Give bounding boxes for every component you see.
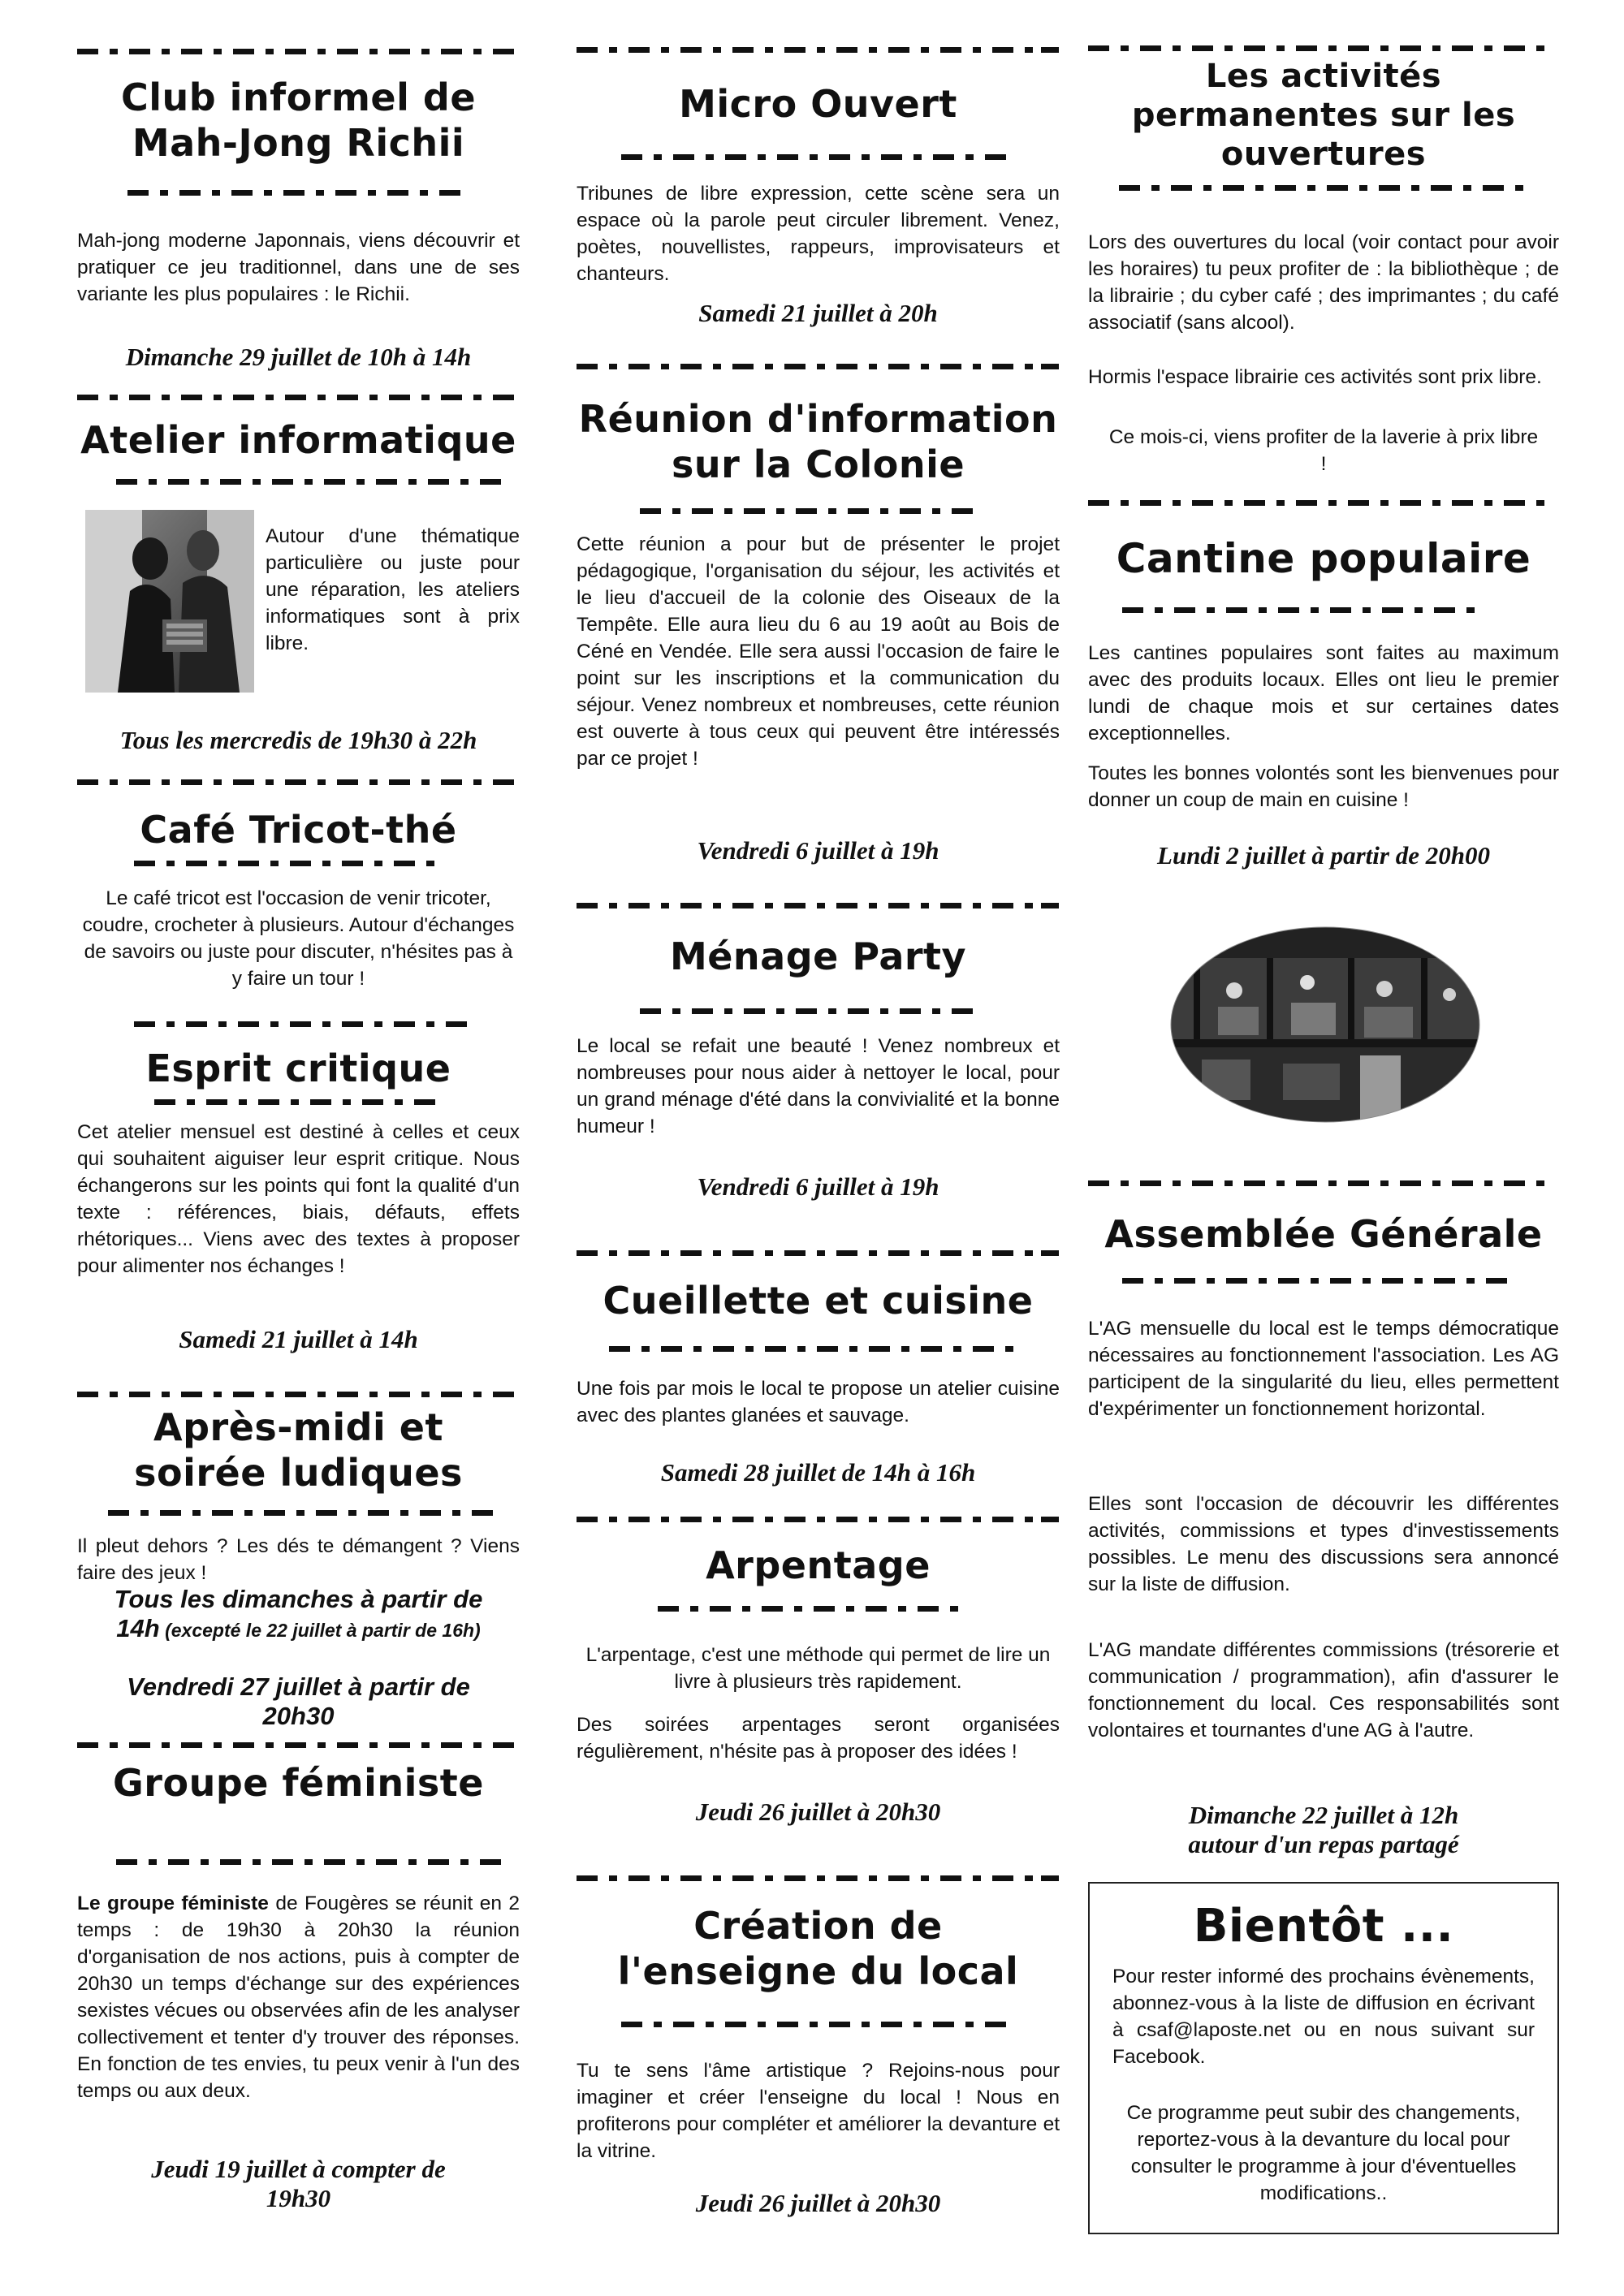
dash-separator xyxy=(1088,183,1559,191)
menage-title: Ménage Party xyxy=(669,934,967,978)
esprit-title: Esprit critique xyxy=(145,1047,451,1090)
dash-separator xyxy=(77,393,520,400)
dash-separator xyxy=(577,507,1060,514)
permanentes-body-3: Ce mois-ci, viens profiter de la laverie à prix libre ! xyxy=(1108,426,1539,475)
informatique-body: Autour d'une thématique particulière ou juste pour une réparation, les ateliers informatiques sont à prix libre. xyxy=(266,525,520,654)
colonie-body: Cette réunion a pour but de présenter le projet pédagogique, l'organisation du séjour, les activités et le lieu d'accueil de la colonie des Oiseaux de la Tempête. Elle aura lieu du 6 au 19 août au Bois de Céné en Vendée. Elle sera aussi l'occasion de faire le point sur les inscriptions et la communication du séjour. Venez nombreux et nombreuses, cette réunion est ouverte à tous ceux qui peuvent être intéressés par ce projet ! xyxy=(577,533,1060,770)
cantine-title: Cantine populaire xyxy=(1116,535,1531,582)
dash-separator xyxy=(577,153,1060,160)
mahjong-body: Mah-jong moderne Japonnais, viens découvrir et pratiquer ce jeu traditionnel, dans une de ses variante les plus populaires : le Richii. xyxy=(77,230,520,305)
dash-separator xyxy=(1088,1276,1559,1284)
ludiques-date-vendredi: Vendredi 27 juillet à partir de 20h30 xyxy=(127,1672,470,1730)
dash-separator xyxy=(77,1390,520,1397)
feministe-body: Le groupe féministe de Fougères se réunit en 2 temps : de 19h30 à 20h30 la réunion d'organisation de nos actions, puis à compter de 20h30 un temps d'échange sur des expériences sexistes vécues ou observées afin de les analyser collectivement et tenter d'y trouver des réponses. En fonction de tes envies, tu peux venir à l'un des temps ou aux deux. xyxy=(77,1892,520,2102)
informatique-date: Tous les mercredis de 19h30 à 22h xyxy=(119,726,477,754)
esprit-date: Samedi 21 juillet à 14h xyxy=(179,1325,418,1353)
ludiques-date-dimanches: Tous les dimanches à partir de 14h (excepté le 22 juillet à partir de 16h) xyxy=(114,1585,483,1642)
ag-body-3: L'AG mandate différentes commissions (trésorerie et communication / programmation), afin d'assurer le fonctionnement du local. Ces responsabilités sont volontaires et tournantes d'une AG à l'autre. xyxy=(1088,1639,1559,1741)
dash-separator xyxy=(77,188,520,196)
cueillette-title: Cueillette et cuisine xyxy=(603,1279,1034,1323)
permanentes-title: Les activités permanentes sur les ouvertures xyxy=(1131,58,1516,173)
ag-date: Dimanche 22 juillet à 12h autour d'un repas partagé xyxy=(1188,1801,1459,1858)
permanentes-body-1: Lors des ouvertures du local (voir contact pour avoir les horaires) tu peux profiter de : la bibliothèque ; de la librairie ; du cyber café ; des imprimantes ; du café associatif (sans alcool). xyxy=(1088,231,1559,334)
enseigne-title: Création de l'enseigne du local xyxy=(617,1904,1019,1993)
dash-separator xyxy=(77,477,520,485)
bientot-body-1: Pour rester informé des prochains évènements, abonnez-vous à la liste de diffusion en écrivant à csaf@laposte.net ou en nous suivant sur Facebook. xyxy=(1112,1966,1535,2068)
bientot-body-2: Ce programme peut subir des changements, reportez-vous à la devanture du local pour consulter le programme à jour d'éventuelles modifications.. xyxy=(1126,2102,1521,2204)
colonie-title: Réunion d'information sur la Colonie xyxy=(578,397,1058,486)
menage-body: Le local se refait une beauté ! Venez nombreux et nombreuses pour nous aider à nettoyer le local, pour un grand ménage d'été dans la convivialité et la bonne humeur ! xyxy=(577,1035,1060,1137)
cueillette-body: Une fois par mois le local te propose un atelier cuisine avec des plantes glanées et sauvage. xyxy=(577,1378,1060,1426)
dash-separator xyxy=(77,1508,520,1516)
mahjong-title: Club informel de Mah-Jong Richii xyxy=(120,76,477,165)
bientot-title: Bientôt ... xyxy=(1193,1900,1454,1953)
dash-separator xyxy=(577,1344,1060,1352)
arpentage-date: Jeudi 26 juillet à 20h30 xyxy=(695,1798,941,1826)
ludiques-title: Après-midi et soirée ludiques xyxy=(134,1405,463,1495)
enseigne-date: Jeudi 26 juillet à 20h30 xyxy=(695,2189,941,2217)
dash-separator xyxy=(577,901,1060,908)
cantine-date: Lundi 2 juillet à partir de 20h00 xyxy=(1157,841,1490,870)
bientot-box xyxy=(1088,1882,1559,2234)
dash-separator xyxy=(1088,498,1559,506)
tricot-body: Le café tricot est l'occasion de venir tricoter, coudre, crocheter à plusieurs. Autour d'échanges de savoirs ou juste pour discuter, n'hésites pas à y faire un tour ! xyxy=(82,887,515,990)
dash-separator xyxy=(77,859,520,866)
dash-separator xyxy=(77,1858,520,1865)
colonie-date: Vendredi 6 juillet à 19h xyxy=(697,836,939,865)
micro-body: Tribunes de libre expression, cette scène sera un espace où la parole peut circuler librement. Venez, poètes, nouvellistes, rappeurs, improvisateurs et chanteurs. xyxy=(577,183,1060,285)
dash-separator xyxy=(77,47,520,54)
mahjong-date: Dimanche 29 juillet de 10h à 14h xyxy=(125,343,472,371)
dash-separator xyxy=(77,1098,520,1105)
dash-separator xyxy=(577,1515,1060,1522)
cueillette-date: Samedi 28 juillet de 14h à 16h xyxy=(660,1458,976,1487)
tricot-title: Café Tricot-thé xyxy=(140,808,457,852)
arpentage-title: Arpentage xyxy=(706,1543,931,1587)
informatique-title: Atelier informatique xyxy=(80,418,516,462)
ag-body-2: Elles sont l'occasion de découvrir les différentes activités, commissions et types d'investissements possibles. Le menu des discussions sera annoncé sur la liste de diffusion. xyxy=(1088,1493,1559,1595)
feministe-title: Groupe féministe xyxy=(113,1761,484,1805)
ag-title: Assemblée Générale xyxy=(1104,1212,1543,1256)
dash-separator xyxy=(577,1249,1060,1256)
dash-separator xyxy=(577,45,1060,53)
micro-title: Micro Ouvert xyxy=(679,82,957,126)
dash-separator xyxy=(1088,44,1559,51)
enseigne-body: Tu te sens l'âme artistique ? Rejoins-nous pour imaginer et créer l'enseigne du local ! Nous en profiterons pour compléter et améliorer la devanture et la vitrine. xyxy=(577,2060,1060,2162)
dash-separator xyxy=(1088,606,1559,613)
micro-date: Samedi 21 juillet à 20h xyxy=(698,299,938,327)
arpentage-body-2: Des soirées arpentages seront organisées régulièrement, n'hésite pas à proposer des idées ! xyxy=(577,1714,1060,1763)
dash-separator xyxy=(577,2020,1060,2027)
esprit-body: Cet atelier mensuel est destiné à celles et ceux qui souhaitent aiguiser leur esprit critique. Nous échangerons sur les points qui font la qualité d'un texte : références, biais, défauts, effets rhétoriques... Viens avec des textes à proposer pour alimenter nos échanges ! xyxy=(77,1121,520,1277)
ag-body-1: L'AG mensuelle du local est le temps démocratique nécessaires au fonctionnement l'association. Les AG participent de la singularité du lieu, elles permettent d'expérimenter un fonctionnement horizontal. xyxy=(1088,1318,1559,1420)
dash-separator xyxy=(577,1874,1060,1881)
menage-date: Vendredi 6 juillet à 19h xyxy=(697,1172,939,1201)
cantine-body-1: Les cantines populaires sont faites au maximum avec des produits locaux. Elles ont lieu le premier lundi de chaque mois et sur certaines dates exceptionnelles. xyxy=(1088,642,1559,744)
cantine-photo xyxy=(1169,926,1482,1124)
ludiques-body: Il pleut dehors ? Les dés te démangent ? Viens faire des jeux ! xyxy=(77,1535,520,1584)
arpentage-body-1: L'arpentage, c'est une méthode qui permet de lire un livre à plusieurs très rapidement. xyxy=(585,1644,1051,1693)
computer-workshop-photo xyxy=(85,510,254,693)
dash-separator xyxy=(77,1741,520,1748)
dash-separator xyxy=(77,778,520,785)
dash-separator xyxy=(77,1020,520,1027)
dash-separator xyxy=(577,362,1060,369)
dash-separator xyxy=(1088,1179,1559,1186)
feministe-date: Jeudi 19 juillet à compter de 19h30 xyxy=(151,2155,446,2212)
dash-separator xyxy=(577,1604,1060,1612)
dash-separator xyxy=(577,1007,1060,1014)
mahjong-section xyxy=(77,75,520,166)
cantine-body-2: Toutes les bonnes volontés sont les bienvenues pour donner un coup de main en cuisine ! xyxy=(1088,762,1559,811)
permanentes-body-2: Hormis l'espace librairie ces activités sont prix libre. xyxy=(1088,366,1542,388)
